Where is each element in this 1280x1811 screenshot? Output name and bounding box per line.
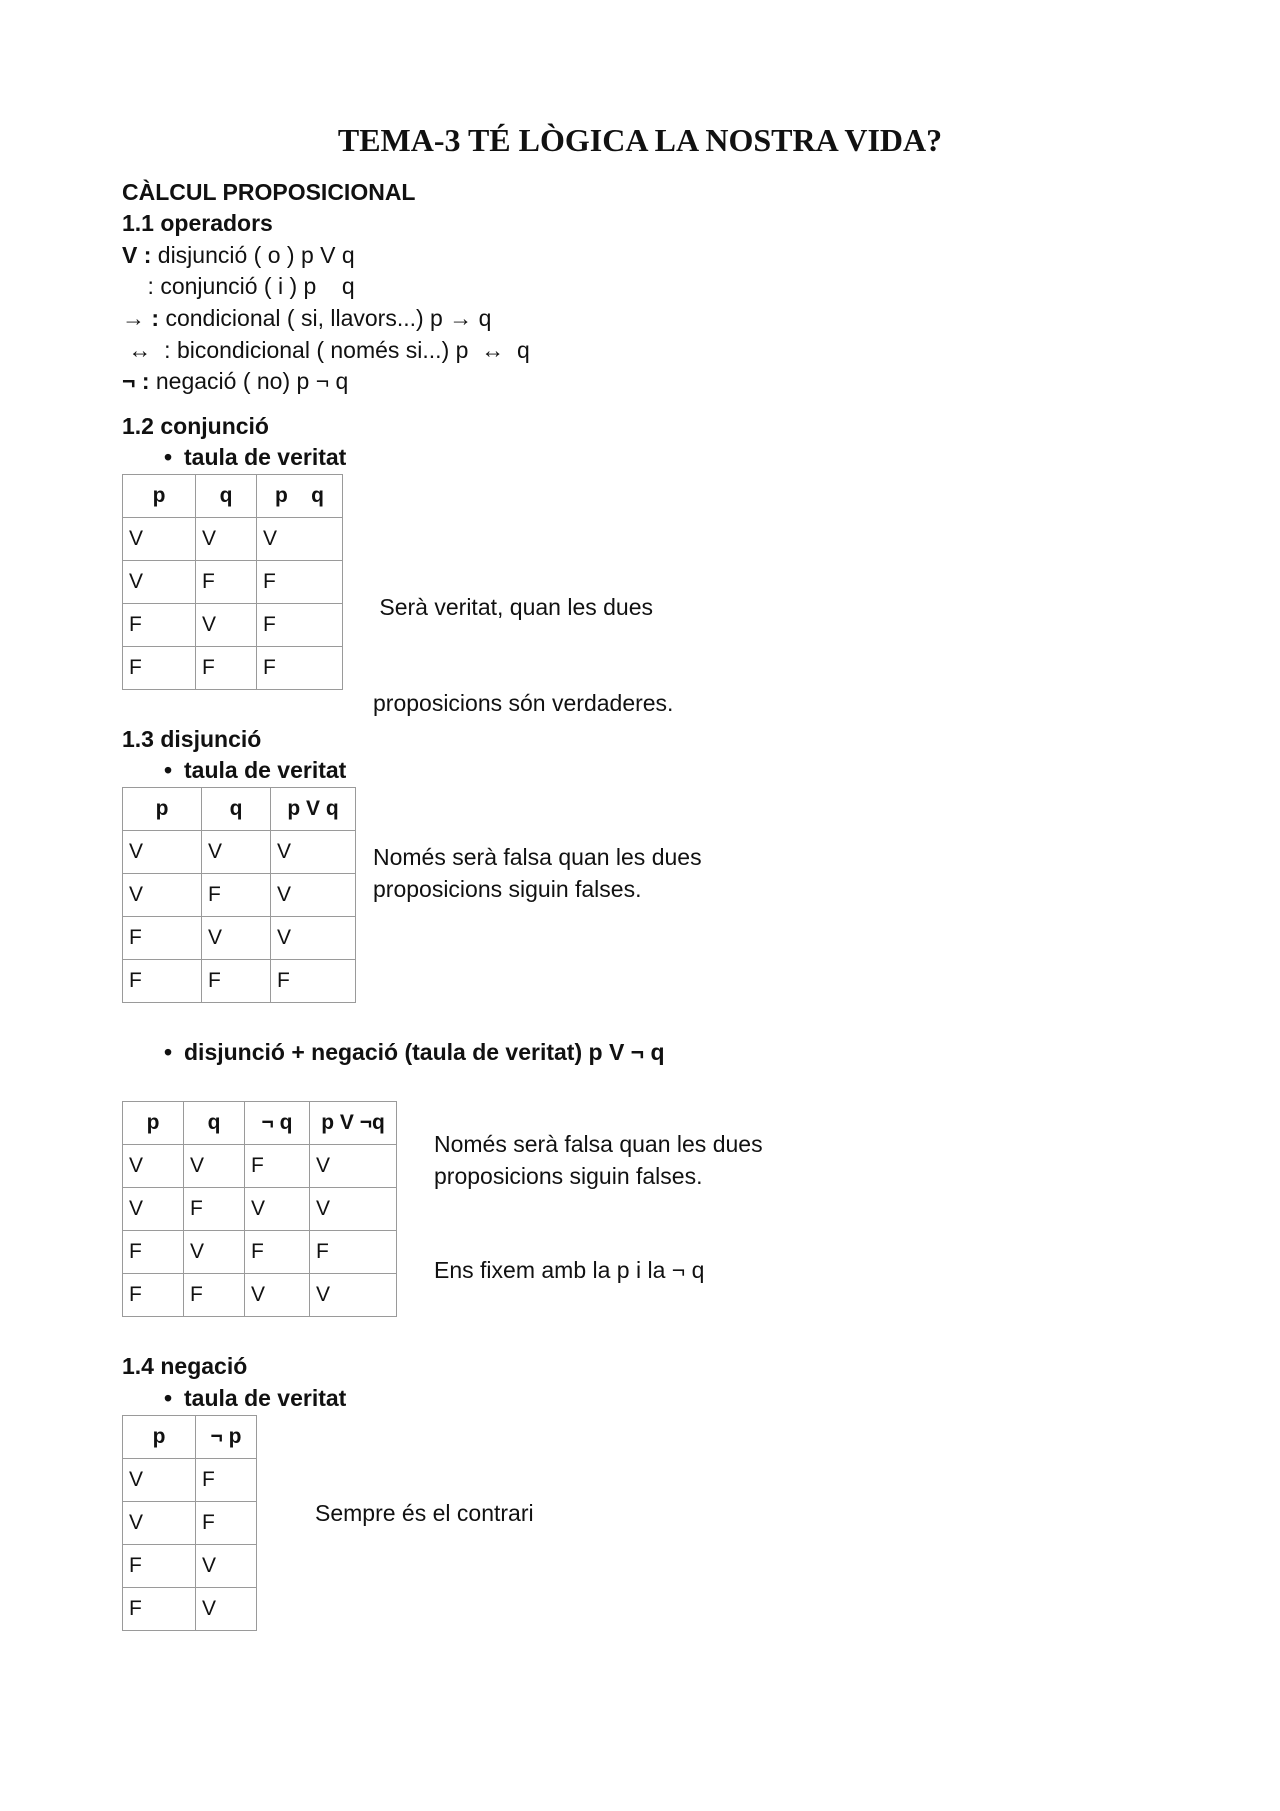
table-header: ¬ q [245,1102,310,1145]
bullet-text: disjunció + negació (taula de veritat) p V ¬ q [184,1039,665,1065]
disjuncio-bullet [152,755,346,786]
operator-symbol: V : [122,242,152,268]
disjuncio-note [373,841,702,905]
table-cell: V [123,874,202,917]
table-cell: F [196,1502,257,1545]
note-line: proposicions siguin falses. [373,876,642,902]
negacio-truth-table [122,1415,257,1631]
operator-text: : bicondicional ( només si...) p ↔ q [157,337,530,363]
table-row [123,1188,397,1231]
table-row [123,647,343,690]
table-cell: F [184,1274,245,1317]
table-row [123,1588,257,1631]
table-row [123,1502,257,1545]
table-cell: V [202,917,271,960]
table-cell: V [123,561,196,604]
table-header: q [202,788,271,831]
table-header: p [123,1416,196,1459]
disjuncio-negacio-note2: Ens fixem amb la p i la ¬ q [434,1257,705,1283]
table-cell: F [123,647,196,690]
table-header-row [123,1416,257,1459]
table-cell: F [310,1231,397,1274]
table-row [123,1545,257,1588]
table-cell: V [196,1545,257,1588]
table-cell: F [123,1231,184,1274]
note-line: Només serà falsa quan les dues [373,844,702,870]
table-row [123,917,356,960]
table-header: p q [257,475,343,518]
table-cell: V [196,518,257,561]
table-cell: F [123,1274,184,1317]
operator-symbol: ¬ : [122,368,150,394]
table-cell: V [257,518,343,561]
table-cell: V [184,1231,245,1274]
page-title: TEMA-3 TÉ LÒGICA LA NOSTRA VIDA? [337,122,943,158]
table-header: p V ¬q [310,1102,397,1145]
table-cell: V [310,1145,397,1188]
table-cell: F [257,561,343,604]
table-row [123,960,356,1003]
table-cell: F [123,917,202,960]
table-cell: V [310,1188,397,1231]
table-cell: F [257,647,343,690]
bullet-icon: • [163,444,173,470]
table-cell: V [123,1188,184,1231]
table-cell: V [123,1459,196,1502]
conjuncio-bullet [152,442,346,473]
table-row [123,518,343,561]
table-cell: F [184,1188,245,1231]
table-row [123,874,356,917]
table-header-row [123,475,343,518]
negacio-note: Sempre és el contrari [315,1500,534,1526]
table-cell: V [184,1145,245,1188]
table-cell: F [196,1459,257,1502]
table-header-row [123,788,356,831]
disjuncio-truth-table [122,787,356,1003]
negacio-heading: 1.4 negació [122,1353,248,1379]
conjuncio-note [373,527,673,783]
table-row [123,831,356,874]
table-cell: F [271,960,356,1003]
operator-line-condicional [122,303,491,334]
table-cell: V [196,1588,257,1631]
note-line: proposicions són verdaderes. [373,690,674,716]
table-row [123,1459,257,1502]
section-heading: CÀLCUL PROPOSICIONAL [122,179,416,205]
bullet-icon: • [163,1039,173,1065]
bullet-icon: • [163,757,173,783]
operator-line-bicondicional [122,335,530,366]
table-cell: V [123,1502,196,1545]
negacio-bullet [152,1383,346,1414]
table-cell: F [123,1588,196,1631]
table-row [123,604,343,647]
bullet-icon: • [163,1385,173,1411]
table-cell: F [196,561,257,604]
note-line: Serà veritat, quan les dues [373,594,653,620]
table-cell: V [271,831,356,874]
table-header: p V q [271,788,356,831]
conjuncio-heading: 1.2 conjunció [122,413,269,439]
table-cell: V [202,831,271,874]
table-cell: V [271,874,356,917]
disjuncio-negacio-truth-table [122,1101,397,1317]
disjuncio-negacio-note [434,1128,763,1192]
table-cell: F [245,1145,310,1188]
table-row [123,561,343,604]
table-row [123,1274,397,1317]
bullet-text: taula de veritat [184,1385,347,1411]
disjuncio-negacio-bullet [152,1037,665,1068]
operator-symbol: → : [122,305,160,331]
table-header: p [123,1102,184,1145]
table-cell: V [123,518,196,561]
table-row [123,1145,397,1188]
table-cell: F [202,874,271,917]
operator-line-disjuncio [122,240,355,271]
table-cell: F [202,960,271,1003]
operator-symbol: ↔ [122,337,158,363]
table-cell: F [123,604,196,647]
table-cell: F [123,1545,196,1588]
table-cell: V [245,1188,310,1231]
operator-line-negacio [122,366,348,397]
table-cell: V [196,604,257,647]
table-cell: V [123,1145,184,1188]
table-header: q [196,475,257,518]
conjuncio-truth-table [122,474,343,690]
table-cell: F [123,960,202,1003]
table-header: ¬ p [196,1416,257,1459]
disjuncio-heading: 1.3 disjunció [122,726,262,752]
table-row [123,1231,397,1274]
operator-text: condicional ( si, llavors...) p → q [159,305,492,331]
table-header: q [184,1102,245,1145]
table-cell: F [245,1231,310,1274]
note-line: Només serà falsa quan les dues [434,1131,763,1157]
operator-line-conjuncio [122,271,355,302]
table-cell: V [310,1274,397,1317]
table-cell: V [271,917,356,960]
table-cell: V [245,1274,310,1317]
operator-text: disjunció ( o ) p V q [151,242,355,268]
operator-text: : conjunció ( i ) p q [122,273,355,299]
table-cell: F [257,604,343,647]
operators-heading: 1.1 operadors [122,210,273,236]
operator-text: negació ( no) p ¬ q [149,368,349,394]
bullet-text: taula de veritat [184,757,347,783]
table-header-row [123,1102,397,1145]
note-line: proposicions siguin falses. [434,1163,703,1189]
table-cell: V [123,831,202,874]
table-header: p [123,475,196,518]
table-cell: F [196,647,257,690]
table-header: p [123,788,202,831]
bullet-text: taula de veritat [184,444,347,470]
